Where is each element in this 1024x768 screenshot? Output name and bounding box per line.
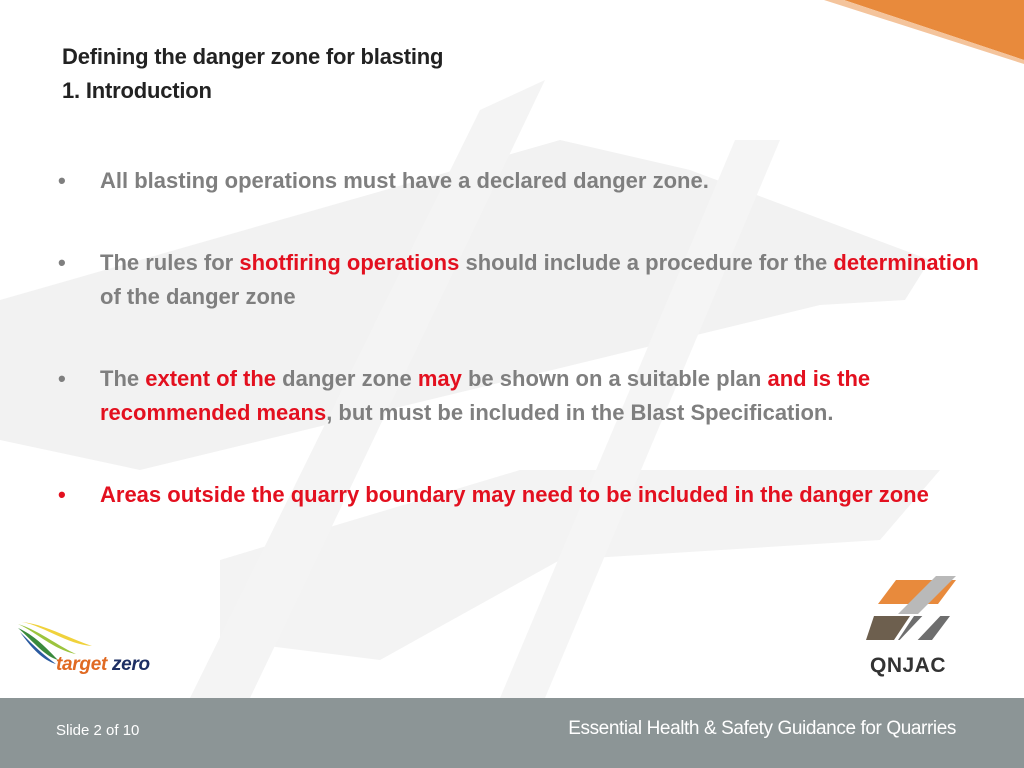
bullet-item (58, 362, 988, 430)
corner-ribbon (824, 0, 1024, 70)
bullet-text: The rules for (100, 250, 240, 275)
bullet-text-highlight: extent of the (145, 366, 277, 391)
bullet-item (58, 164, 709, 198)
bullet-text: of the danger zone (100, 284, 296, 309)
bullet-text: , but must be included in the Blast Specification. (326, 400, 834, 425)
bullet-text-highlight: shotfiring operations (239, 250, 460, 275)
footer-guidance-title: Essential Health & Safety Guidance for Quarries (568, 718, 956, 739)
bullet-item (58, 478, 929, 512)
bullet-text: The (100, 366, 146, 391)
bullet-item (58, 246, 988, 314)
slide-number: Slide 2 of 10 (56, 722, 140, 739)
title-line-1: Defining the danger zone for blasting (62, 44, 444, 69)
qnjac-logo-text: QNJAC (869, 654, 946, 677)
footer-bar (0, 698, 1024, 768)
bullet-text: danger zone (276, 366, 418, 391)
title-line-2: 1. Introduction (62, 78, 212, 103)
bullet-text: All blasting operations must have a declared danger zone. (100, 168, 709, 193)
target-zero-logo-text (56, 654, 150, 676)
target-zero-word-zero: zero (111, 654, 150, 675)
bullet-text: should include a procedure for the (459, 250, 834, 275)
bullet-text-highlight: determination (833, 250, 979, 275)
bullet-text: be shown on a suitable plan (461, 366, 768, 391)
slide-title (62, 40, 443, 108)
qnjac-logo-mark-icon (866, 574, 958, 648)
bullet-glyph: • (58, 482, 66, 507)
bullet-text-highlight: Areas outside the quarry boundary may need to be included in the danger zone (100, 482, 929, 507)
bullet-text-highlight: may (417, 366, 462, 391)
bullet-glyph: • (58, 168, 66, 193)
target-zero-word-target: target (56, 654, 107, 675)
bullet-text-highlight: and is the recommended means (100, 366, 871, 425)
bullet-glyph: • (58, 366, 66, 391)
bullet-glyph: • (58, 250, 66, 275)
